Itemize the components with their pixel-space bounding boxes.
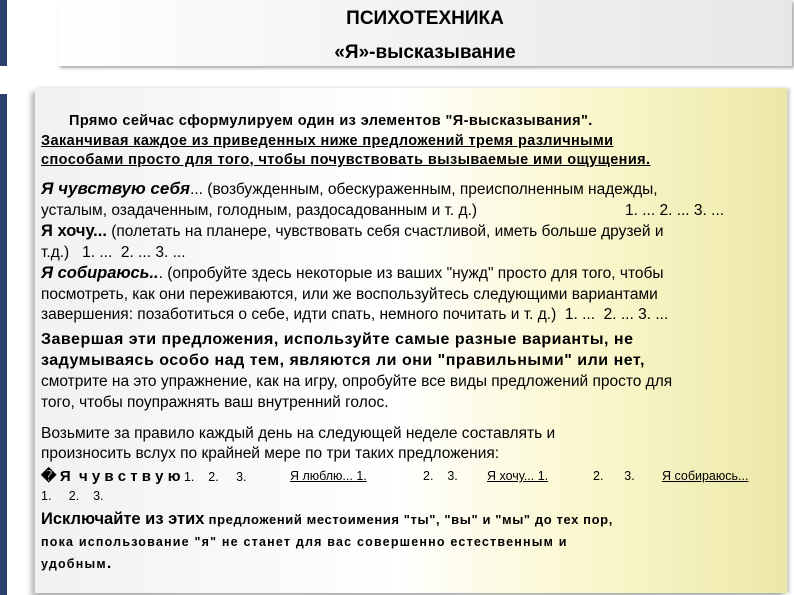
title-panel xyxy=(58,0,792,66)
want-line-2: т.д.) 1. ... 2. ... 3. ... xyxy=(41,243,186,261)
want-paragraph xyxy=(41,221,783,263)
feel-line-1 xyxy=(41,179,783,201)
want-lead: Я хочу... xyxy=(41,222,107,240)
rule-paragraph xyxy=(41,424,783,464)
content-panel xyxy=(35,88,787,593)
exclude-text: предложений местоимения "ты", "вы" и "мы" до тех пор, xyxy=(204,512,613,527)
going-line-3: завершения: позаботиться о себе, идти спать, немного почитать и т. д.) 1. ... 2. ... 3. ... xyxy=(41,306,669,323)
feel-examples: ... (возбужденным, обескураженным, преисполненным надежды, xyxy=(190,181,658,198)
complete-line-3: смотрите на это упражнение, как на игру, опробуйте все виды предложений просто для xyxy=(41,373,673,390)
sentences-row xyxy=(41,467,247,485)
exclude-period: . xyxy=(106,555,112,572)
sentence-want xyxy=(487,469,548,483)
rule-line-2: произносить вслух по крайней мере по три таких предложения: xyxy=(41,445,500,462)
page-subtitle: «Я»-высказывание xyxy=(334,42,516,63)
complete-line-4: того, чтобы поупражнять ваш внутренний голос. xyxy=(41,394,389,411)
intro-line-1: Прямо сейчас сформулируем один из элементов "Я-высказывания". xyxy=(69,113,593,129)
sentence-feel-numbers: 1. 2. 3. xyxy=(183,470,247,484)
left-accent-bar-bottom xyxy=(0,94,7,595)
feel-lead: Я чувствую себя xyxy=(41,179,191,198)
going-examples: . (опробуйте здесь некоторые из ваших "нужд" просто для того, чтобы xyxy=(158,265,664,282)
going-line-2: посмотреть, как они переживаются, или же воспользуйтесь следующими вариантами xyxy=(41,285,658,303)
exclude-paragraph xyxy=(41,508,783,575)
sentence-love-numbers: 2. 3. xyxy=(423,469,458,483)
bullet-glyph: � xyxy=(41,468,57,485)
complete-paragraph xyxy=(41,329,783,413)
sentence-going: Я собираюсь... xyxy=(662,469,749,483)
feel-numbers: 1. ... 2. ... 3. ... xyxy=(625,201,725,219)
want-line-1 xyxy=(41,221,783,243)
feel-line-2 xyxy=(41,201,783,222)
sentence-love-text: Я люблю... 1. xyxy=(290,469,367,483)
going-line-1 xyxy=(41,263,783,285)
feel-examples-cont: усталым, озадаченным, голодным, раздосадованным и т. д.) xyxy=(41,201,478,219)
sentence-want-numbers: 2. 3. xyxy=(593,469,635,483)
page-title: ПСИХОТЕХНИКА xyxy=(346,8,504,29)
sentence-love xyxy=(290,469,367,483)
intro-line-2: Заканчивая каждое из приведенных ниже предложений тремя различными xyxy=(41,132,614,149)
sentence-feel: Я ч у в с т в у ю xyxy=(59,468,181,485)
exclude-word: удобным xyxy=(41,557,107,571)
sentence-tail-numbers: 1. 2. 3. xyxy=(41,489,104,503)
intro-paragraph xyxy=(41,112,783,171)
complete-line-1: Завершая эти предложения, используйте самые разные варианты, не xyxy=(41,331,634,348)
complete-line-2: задумываясь особо над тем, являются ли они "правильными" или нет, xyxy=(41,352,645,369)
left-accent-bar-top xyxy=(0,0,7,66)
exclude-line-3 xyxy=(41,553,783,575)
exclude-lead: Исключайте из этих xyxy=(41,510,205,528)
exclude-line-1 xyxy=(41,508,783,531)
exclude-line-2: пока использование "я" не станет для вас совершенно естественным и xyxy=(41,535,568,549)
going-paragraph xyxy=(41,263,783,326)
intro-line-3: способами просто для того, чтобы почувствовать вызываемые ими ощущения. xyxy=(41,152,651,168)
rule-line-1: Возьмите за правило каждый день на следующей неделе составлять и xyxy=(41,425,556,442)
sentence-want-text: Я хочу... 1. xyxy=(487,469,549,483)
going-lead: Я собираюсь.. xyxy=(41,264,159,282)
want-examples: (полетать на планере, чувствовать себя счастливой, иметь больше друзей и xyxy=(106,223,664,240)
feel-paragraph xyxy=(41,179,783,221)
